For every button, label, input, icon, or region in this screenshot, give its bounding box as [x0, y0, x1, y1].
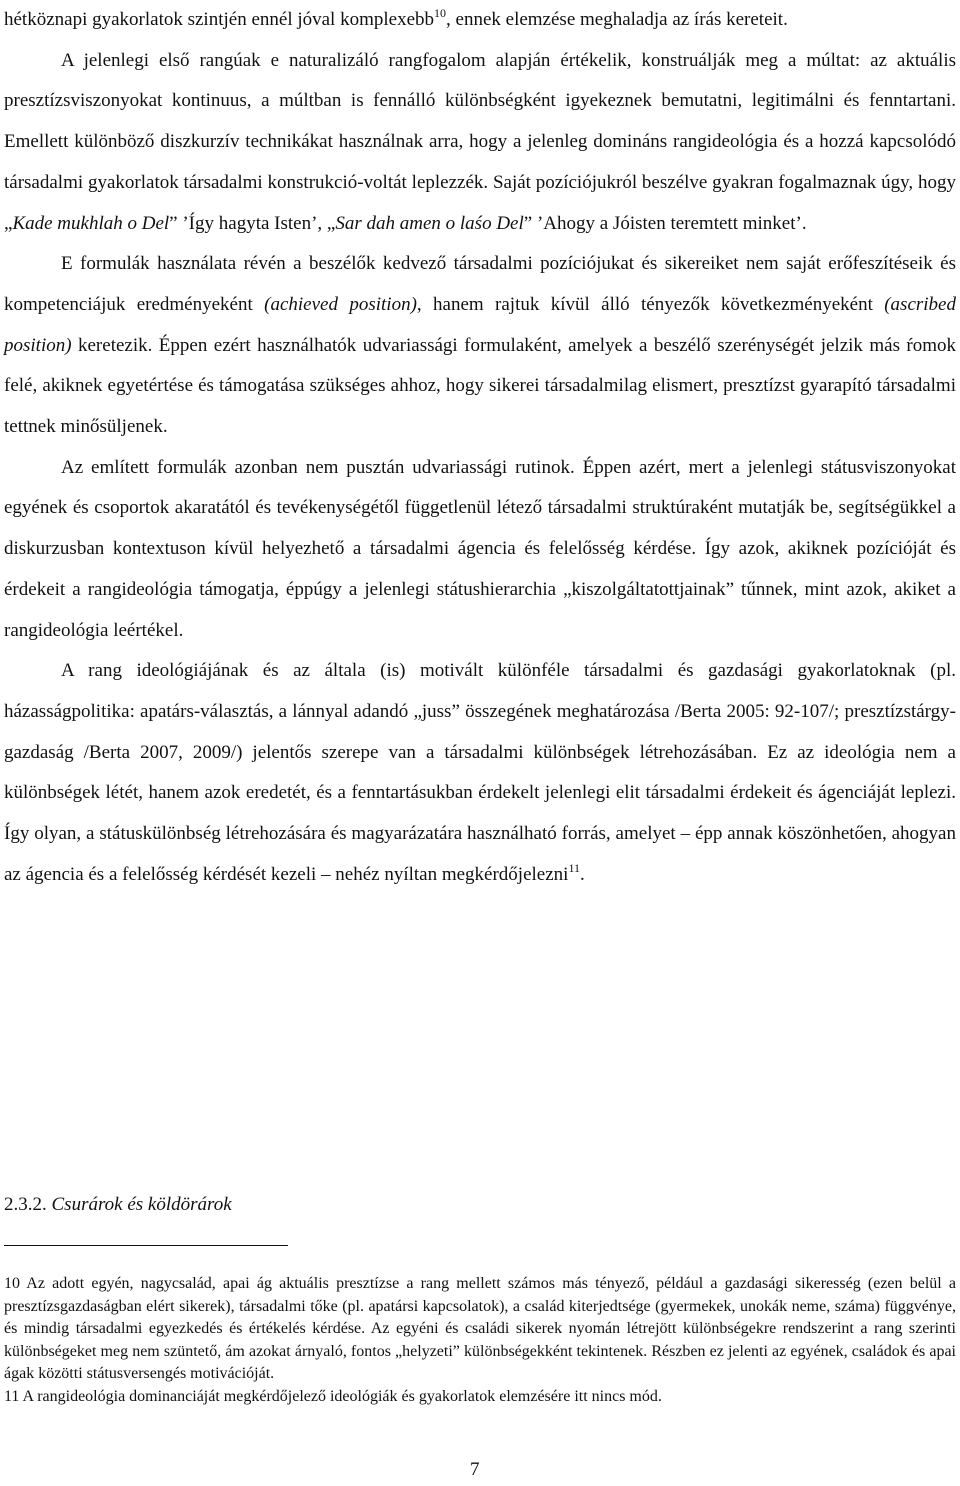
- text-run: ” ’Ahogy a Jóisten teremtett minket’.: [523, 212, 807, 234]
- italic-text: (ascribed position): [4, 293, 956, 356]
- text-run: 11 A rangideológia dominanciáját megkérdőjelező ideológiák és gyakorlatok elemzésére itt nincs mód.: [4, 1387, 662, 1405]
- section-title: Csurárok és köldörárok: [51, 1194, 232, 1215]
- footnote: [4, 1273, 956, 1386]
- footnote: [4, 1386, 956, 1409]
- italic-text: (achieved position): [264, 293, 417, 315]
- text-run: A rang ideológiájának és az általa (is) motivált különféle társadalmi és gazdasági gyakorlatoknak (pl. házasságpolitika: apatárs-választás, a lánnyal adandó „juss” összegének meghatározása /Berta 2005: 92-107/; presztízstárgy-gazdaság /Berta 2007, 2009/) jelentős szerepe van a társadalmi különbségek létrehozásában. Ez az ideológia nem a különbségek létét, hanem azok eredetét, és a fenntartásukban érdekelt jelenlegi elit társadalmi érdekeit és ágenciáját leplezi. Így olyan, a státuskülönbség létrehozására és magyarázatára használható forrás, amelyet – épp annak köszönhetően, ahogyan az ágencia és a felelősség kérdését kezeli – nehéz nyíltan megkérdőjelezni: [4, 660, 956, 885]
- text-run: , ennek elemzése meghaladja az írás kereteit.: [446, 9, 788, 30]
- paragraph: [4, 0, 956, 41]
- footnote-separator: [4, 1245, 288, 1246]
- paragraph: [4, 448, 956, 652]
- section-heading: [4, 1190, 232, 1220]
- text-run: ” ’Így hagyta Isten’, „: [169, 212, 336, 234]
- paragraph: [4, 41, 956, 245]
- text-run: , hanem rajtuk kívül álló tényezők következményeként: [416, 293, 885, 315]
- text-run: keretezik. Éppen ezért használhatók udvariassági formulaként, amelyek a beszélő szerénységét jelzik más ŕomok felé, akiknek egyetértése és támogatása szükséges ahhoz, hogy sikerei társadalmilag elismert, presztízst gyarapító társadalmi tettnek minősüljenek.: [4, 334, 956, 438]
- italic-text: Sar dah amen o laśo Del: [335, 212, 524, 234]
- text-run: hétköznapi gyakorlatok szintjén ennél jóval komplexebb: [4, 9, 435, 30]
- italic-text: Kade mukhlah o Del: [12, 212, 170, 234]
- footnote-ref: 10: [434, 6, 447, 20]
- body-text: [4, 0, 956, 895]
- text-run: .: [580, 863, 585, 885]
- section-number: 2.3.2.: [4, 1194, 47, 1215]
- text-run: A jelenlegi első rangúak e naturalizáló rangfogalom alapján értékelik, konstruálják meg a múltat: az aktuális presztízsviszonyokat kontinuus, a múltban is fennálló különbségként igyekeznek bemutatni, legitimálni és fenntartani. Emellett különböző diszkurzív technikákat használnak arra, hogy a jelenleg domináns rangideológia és a hozzá kapcsolódó társadalmi gyakorlatok társadalmi konstrukció-voltát leplezzék. Saját pozíciójukról beszélve gyakran fogalmaznak úgy, hogy „: [4, 49, 956, 234]
- page-number: 7: [470, 1459, 480, 1480]
- footnotes: [4, 1273, 956, 1409]
- paragraph: [4, 244, 956, 448]
- text-run: Az említett formulák azonban nem pusztán udvariassági rutinok. Éppen azért, mert a jelenlegi státusviszonyokat egyének és csoportok akaratától és tevékenységétől függetlenül létező társadalmi struktúraként mutatják be, segítségükkel a diskurzusban kontextuson kívül helyezhető a társadalmi ágencia és felelősség kérdése. Így azok, akiknek pozícióját és érdekeit a rangideológia támogatja, éppúgy a jelenlegi státushierarchia „kiszolgáltatottjainak” tűnnek, mint azok, akiket a rangideológia leértékel.: [4, 456, 956, 641]
- footnote-ref: 11: [568, 860, 581, 875]
- text-run: E formulák használata révén a beszélők kedvező társadalmi pozíciójukat és sikereiket nem saját erőfeszítéseik és kompetenciájuk eredményeként: [4, 253, 956, 315]
- paragraph: [4, 651, 956, 895]
- text-run: 10 Az adott egyén, nagycsalád, apai ág aktuális presztízse a rang mellett számos más tényező, például a gazdasági sikeresség (ezen belül a presztízsgazdaságban elért sikerek), társadalmi tőke (pl. apatársi kapcsolatok), a család kiterjedtsége (gyermekek, unokák neme, száma) függvénye, és mindig társadalmi egyezkedés és értékelés kérdése. Az egyéni és családi sikerek nyomán létrejött különbségekre rendszerint a rang szerinti különbségeket meg nem szüntető, ám azokat árnyaló, fontos „helyzeti” különbségekként tekintenek. Részben ez jelenti az egyének, családok és apai ágak közötti státusversengés motivációját.: [4, 1275, 956, 1383]
